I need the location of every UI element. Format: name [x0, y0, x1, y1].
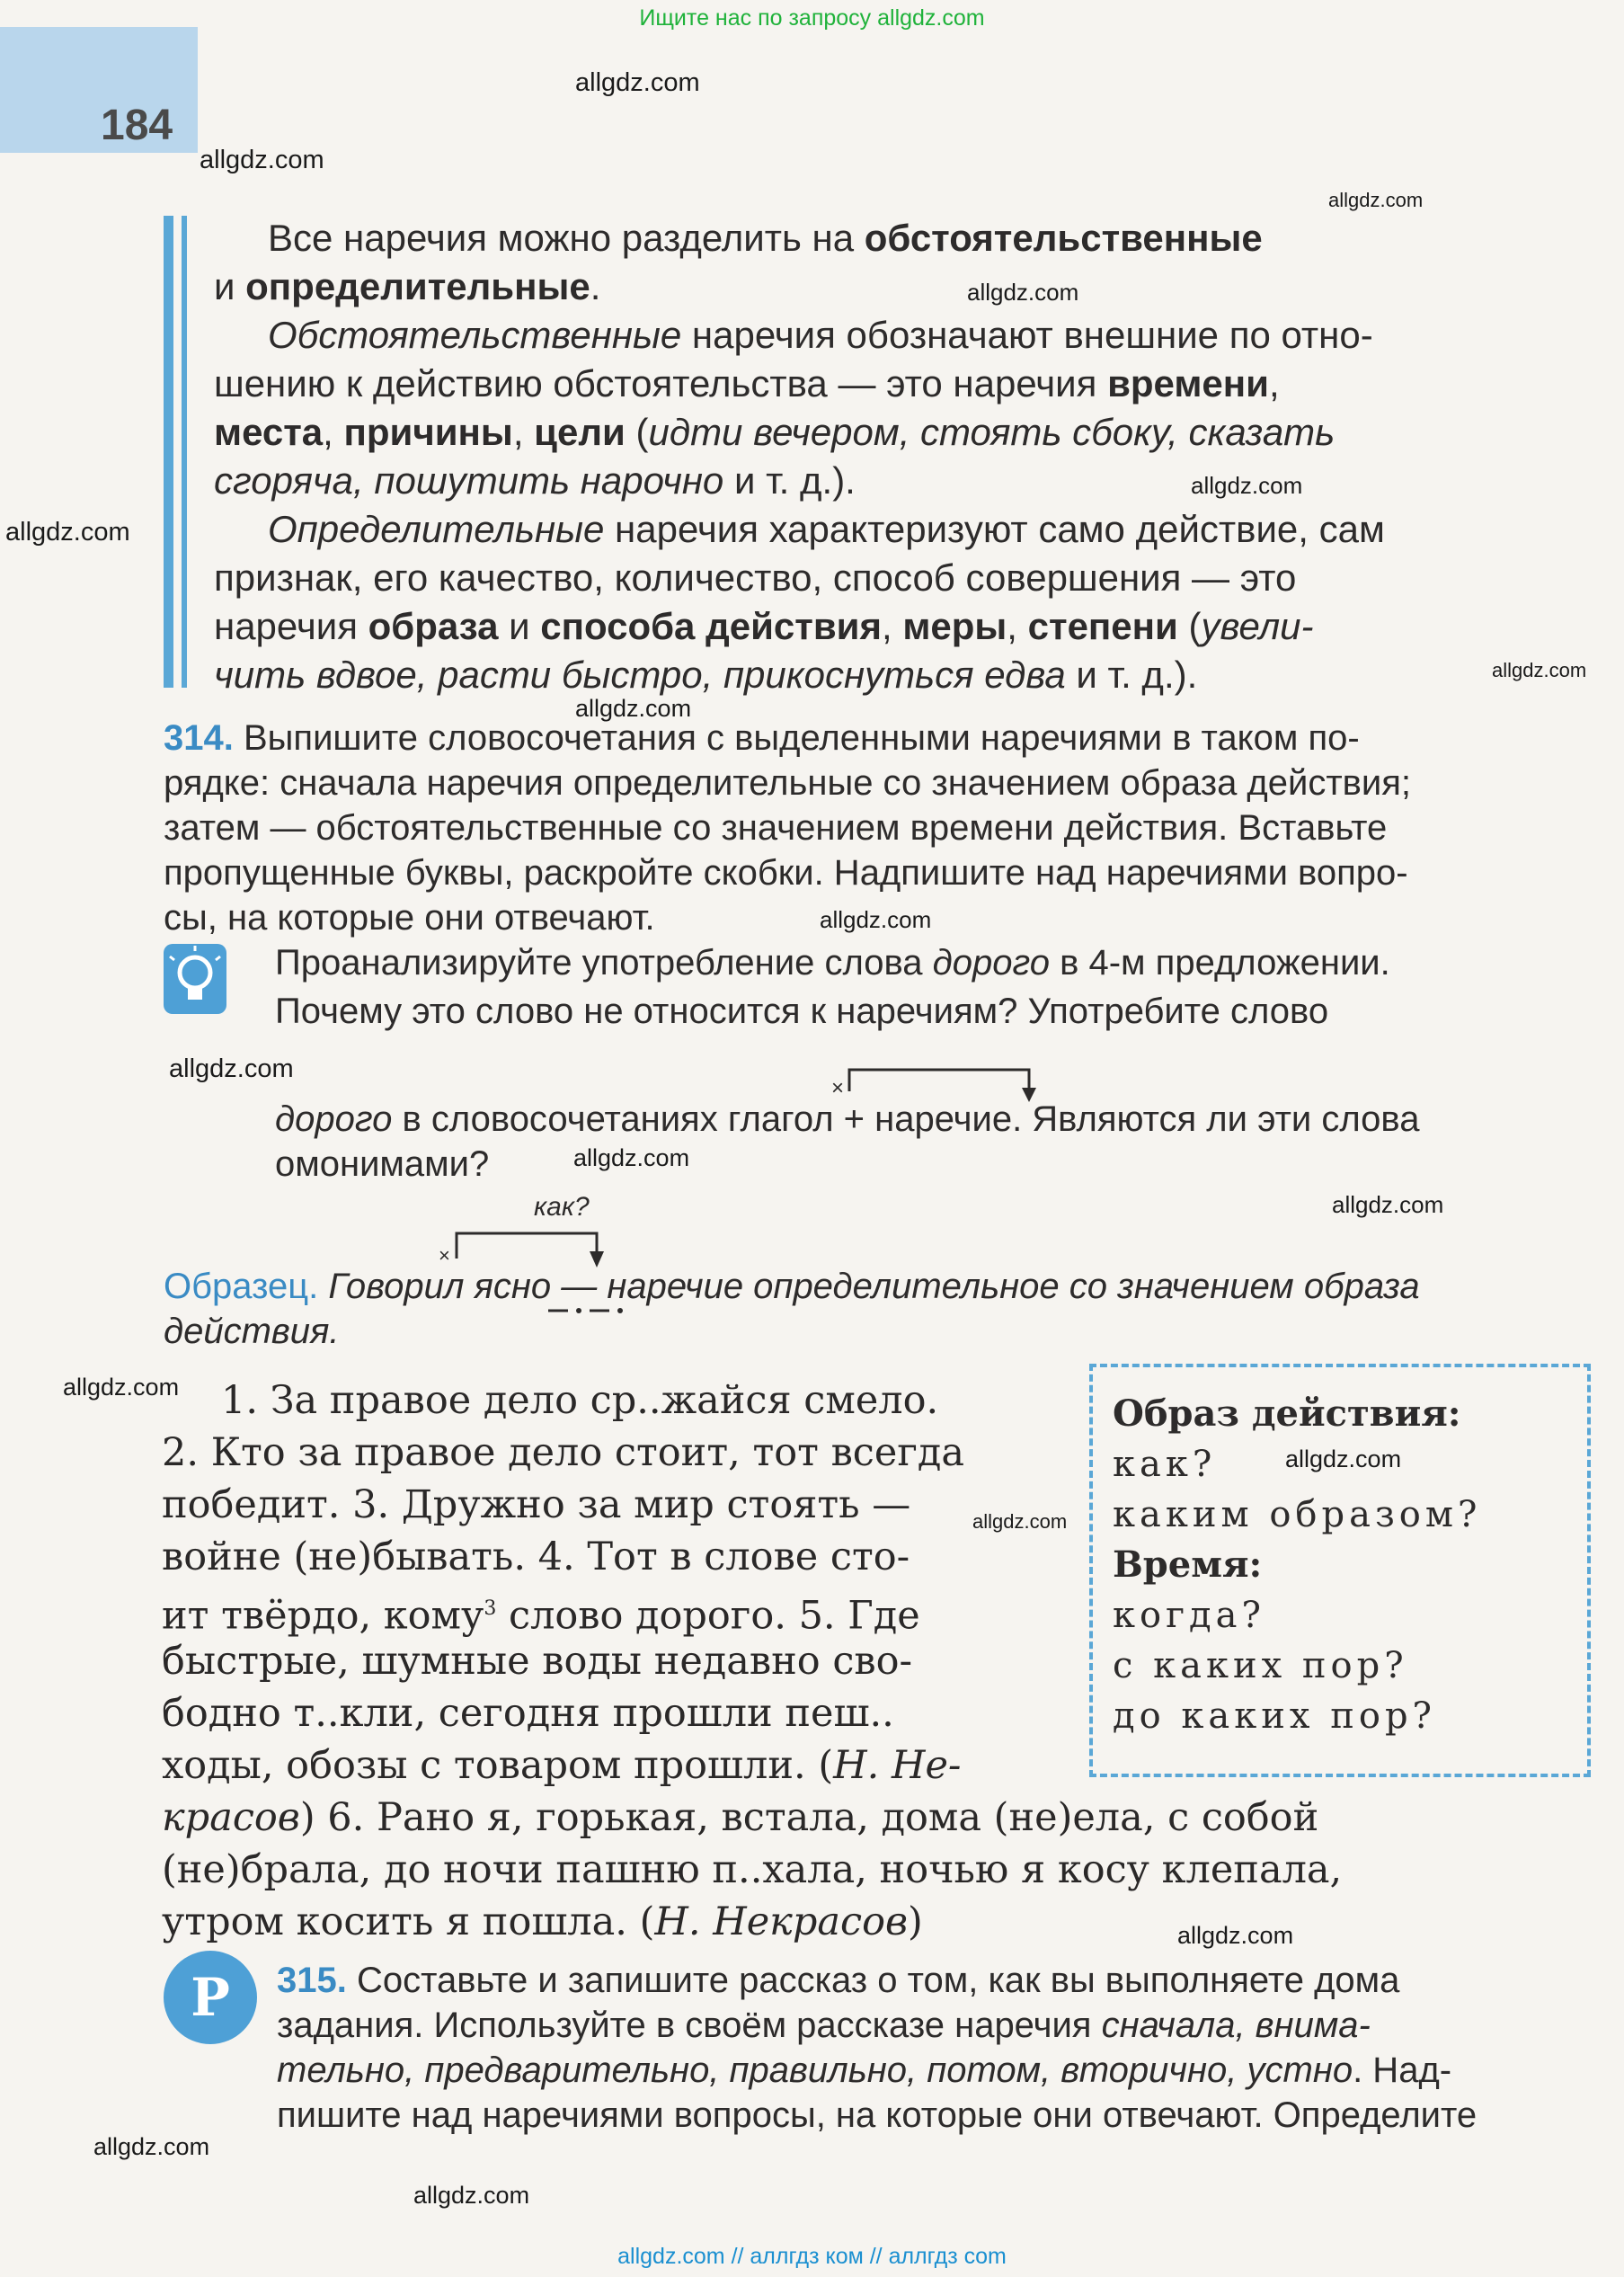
rule-line — [268, 214, 1263, 262]
sentence-line — [162, 1583, 920, 1641]
sentence-line — [162, 1896, 923, 1948]
rule-term: цели — [534, 411, 626, 453]
rule-line: признак, его качество, количество, способ совершения — это — [214, 556, 1297, 599]
exercise-314-line — [164, 716, 1360, 760]
svg-text:×: × — [831, 1076, 845, 1100]
watermark: allgdz.com — [573, 1144, 690, 1171]
rule-text: наречия характеризуют само действие, сам — [604, 508, 1385, 550]
rule-example: чить вдвое, расти быстро, прикоснуться едва — [214, 654, 1066, 696]
task-line: омонимами? — [275, 1144, 490, 1184]
exercise-text: . Над- — [1353, 2050, 1452, 2090]
watermark: allgdz.com — [5, 518, 130, 547]
exercise-315-line — [277, 1958, 1399, 2003]
rule-line — [268, 311, 1373, 360]
rule-term: причины — [343, 411, 513, 453]
rule-line — [214, 651, 1197, 699]
sample-line — [164, 1264, 1420, 1309]
task-word: дорого — [275, 1099, 393, 1139]
rule-term: способа действия — [540, 605, 882, 647]
rule-term: образа — [368, 605, 499, 647]
footnote-mark: 3 — [484, 1597, 497, 1620]
watermark: allgdz.com — [1332, 1191, 1444, 1218]
exercise-314-line: сы, на которые они отвечают. — [164, 898, 655, 938]
rule-line — [214, 408, 1335, 457]
sentence-line: бодно т..кли, сегодня прошли пеш.. — [162, 1691, 894, 1736]
rule-text: и — [498, 605, 541, 647]
rule-line — [214, 457, 856, 505]
exercise-number: 315. — [277, 1961, 347, 2000]
watermark: allgdz.com — [820, 906, 932, 933]
rule-line — [214, 262, 600, 311]
sentence-line: 2. Кто за правое дело стоит, тот всегда — [162, 1430, 964, 1475]
exercise-adverbs: тельно, предварительно, правильно, потом, вторично, устно — [277, 2050, 1353, 2090]
watermark: allgdz.com — [972, 1510, 1068, 1533]
task-line: Почему это слово не относится к наречиям? Употребите слово — [275, 992, 1329, 1031]
rule-line — [214, 360, 1280, 408]
watermark: allgdz.com — [1492, 659, 1587, 681]
rule-text: , — [1268, 362, 1280, 405]
box-question: с каких пор? — [1113, 1645, 1408, 1686]
sentence-line: войне (не)бывать. 4. Тот в слове сто- — [162, 1534, 910, 1579]
watermark: allgdz.com — [169, 1054, 294, 1083]
footer-links[interactable]: allgdz.com // аллгдз ком // аллгдз com — [617, 2244, 1007, 2269]
sample-label: Образец. — [164, 1267, 319, 1306]
watermark: allgdz.com — [575, 695, 692, 722]
exercise-text: Выпишите словосочетания с выделенными наречиями в таком по- — [233, 718, 1360, 758]
rule-term: степени — [1027, 605, 1178, 647]
author: Н. Не- — [833, 1743, 962, 1788]
sentence-line: 1. За правое дело ср..жайся смело. — [221, 1378, 939, 1423]
exercise-315-line: пишите над наречиями вопросы, на которые они отвечают. Определите — [277, 2095, 1478, 2135]
watermark: allgdz.com — [93, 2133, 210, 2160]
rule-text: , — [512, 411, 535, 453]
sentence-text: слово дорого. 5. Где — [496, 1593, 920, 1639]
rule-example: увели- — [1201, 605, 1314, 647]
sample-text: Говорил ясно — наречие определительное со значением образа — [318, 1267, 1420, 1306]
underline-mark — [548, 1303, 629, 1322]
rule-term: Определительные — [268, 508, 605, 550]
rule-text: Все наречия можно разделить на — [268, 217, 865, 259]
task-word: дорого — [932, 943, 1051, 983]
rule-term: определительные — [245, 265, 590, 307]
sentence-text: утром косить я пошла. ( — [162, 1899, 655, 1944]
box-question: когда? — [1113, 1595, 1265, 1636]
rule-text: , — [882, 605, 903, 647]
sample-question: как? — [534, 1192, 590, 1222]
rule-term: Обстоятельственные — [268, 314, 682, 356]
sample-line: действия. — [164, 1312, 340, 1351]
rule-text: шению к действию обстоятельства — это наречия — [214, 362, 1108, 405]
sentence-line — [162, 1792, 1318, 1844]
sentence-line: (не)брала, до ночи пашню п..хала, ночью я косу клепала, — [162, 1847, 1343, 1892]
rule-text: и т. д.). — [723, 459, 856, 502]
rule-accent-bar — [164, 216, 173, 688]
exercise-adverbs: сначала, внима- — [1101, 2006, 1371, 2045]
task-text: в 4-м предложении. — [1050, 943, 1390, 983]
box-question: до каких пор? — [1113, 1695, 1436, 1737]
rule-text: и — [214, 265, 246, 307]
box-question: каким образом? — [1113, 1494, 1482, 1535]
page-number: 184 — [101, 102, 173, 149]
exercise-text: Составьте и запишите рассказ о том, как вы выполняете дома — [346, 1961, 1400, 2000]
watermark: allgdz.com — [1285, 1445, 1402, 1472]
author: красов — [162, 1795, 300, 1840]
watermark: allgdz.com — [1328, 189, 1424, 211]
exercise-315-line — [277, 2003, 1371, 2048]
watermark: allgdz.com — [575, 68, 700, 97]
author: Н. Некрасов — [654, 1899, 909, 1944]
rule-line — [268, 505, 1385, 554]
watermark: allgdz.com — [200, 146, 324, 174]
exercise-314-line: рядке: сначала наречия определительные со значением образа действия; — [164, 763, 1412, 803]
exercise-314-line: затем — обстоятельственные со значением времени действия. Вставьте — [164, 808, 1388, 848]
sentence-line — [162, 1739, 961, 1792]
rule-text: ( — [625, 411, 649, 453]
task-line — [275, 1097, 1419, 1142]
svg-text:×: × — [439, 1244, 450, 1267]
rule-text: , — [323, 411, 344, 453]
promo-banner[interactable]: Ищите нас по запросу allgdz.com — [639, 5, 985, 31]
rule-text: , — [1007, 605, 1028, 647]
sentence-line: победит. 3. Дружно за мир стоять — — [162, 1482, 911, 1527]
rule-term: обстоятельственные — [864, 217, 1263, 259]
task-text: Проанализируйте употребление слова — [275, 943, 933, 983]
watermark: allgdz.com — [63, 1374, 180, 1401]
sentence-text: ) — [908, 1899, 923, 1944]
rule-line — [214, 602, 1314, 651]
rule-example: сгоряча, пошутить нарочно — [214, 459, 724, 502]
sentence-text: ходы, обозы с товаром прошли. ( — [162, 1743, 834, 1788]
rule-term: меры — [902, 605, 1007, 647]
watermark: allgdz.com — [1177, 1922, 1294, 1949]
exercise-text: задания. Используйте в своём рассказе наречия — [277, 2006, 1102, 2045]
box-question: как? — [1113, 1444, 1217, 1485]
rule-text: наречия — [214, 605, 368, 647]
box-heading: Время: — [1113, 1543, 1263, 1586]
sentence-text: ит твёрдо, кому — [162, 1593, 484, 1639]
rule-text: ( — [1177, 605, 1202, 647]
task-line — [275, 940, 1390, 985]
rule-text: и т. д.). — [1065, 654, 1198, 696]
watermark: allgdz.com — [1191, 472, 1303, 499]
exercise-315-line — [277, 2048, 1451, 2093]
exercise-314-line: пропущенные буквы, раскройте скобки. Надпишите над наречиями вопро- — [164, 853, 1408, 893]
rule-text: . — [590, 265, 601, 307]
box-heading: Образ действия: — [1113, 1392, 1461, 1435]
rule-example: идти вечером, стоять сбоку, сказать — [648, 411, 1336, 453]
task-text: в словосочетаниях глагол + наречие. Являются ли эти слова — [392, 1099, 1420, 1139]
exercise-number: 314. — [164, 718, 234, 758]
sentence-line: быстрые, шумные воды недавно сво- — [162, 1639, 913, 1684]
speech-development-icon: Р — [164, 1951, 257, 2044]
rule-text: наречия обозначают внешние по отно- — [681, 314, 1373, 356]
rule-accent-bar — [182, 216, 187, 688]
rule-term: времени — [1107, 362, 1269, 405]
lightbulb-icon — [164, 944, 226, 1014]
watermark: allgdz.com — [967, 279, 1079, 306]
sentence-text: ) 6. Рано я, горькая, встала, дома (не)ела, с собой — [299, 1795, 1319, 1840]
rule-term: места — [214, 411, 324, 453]
watermark: allgdz.com — [413, 2182, 530, 2209]
